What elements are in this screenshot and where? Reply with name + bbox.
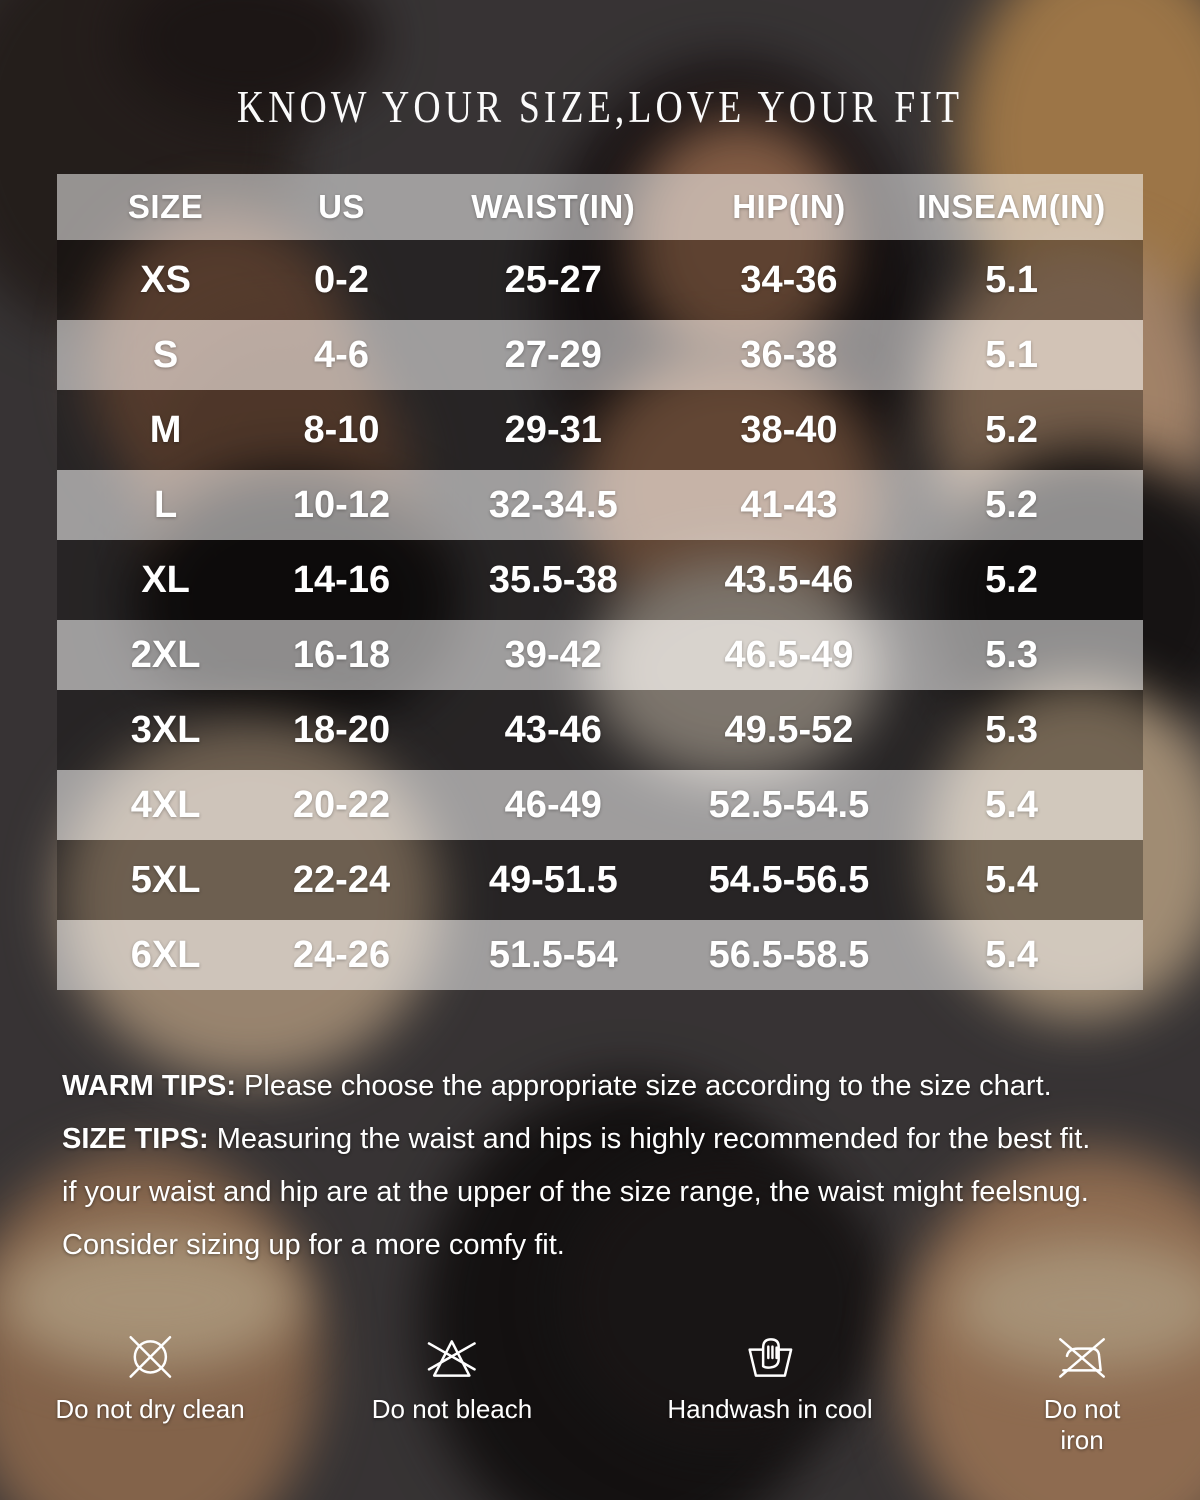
care-item-handwash: [667, 1330, 872, 1425]
do-not-bleach-icon: [372, 1330, 532, 1388]
waist-cell: 39-42: [504, 633, 602, 676]
inseam-cell: 5.1: [985, 333, 1038, 376]
hip-cell: 34-36: [740, 258, 838, 301]
hip-cell: 56.5-58.5: [708, 933, 870, 976]
table-row: [57, 240, 1143, 320]
waist-cell: 27-29: [504, 333, 602, 376]
inseam-cell: 5.4: [985, 783, 1038, 826]
do-not-dry-clean-icon: [55, 1330, 244, 1388]
us-cell: 14-16: [292, 558, 391, 601]
table-row: [57, 470, 1143, 540]
us-cell: 22-24: [292, 858, 391, 901]
waist-cell: 35.5-38: [488, 558, 618, 601]
inseam-cell: 5.3: [985, 633, 1038, 676]
table-row: [57, 390, 1143, 470]
table-header-row: [57, 174, 1143, 240]
table-row: [57, 770, 1143, 840]
us-cell: 4-6: [314, 333, 369, 376]
size-cell: 3XL: [130, 708, 201, 751]
col-header-hip: HIP(IN): [732, 188, 846, 225]
table-row: [57, 540, 1143, 620]
us-cell: 10-12: [292, 483, 391, 526]
inseam-cell: 5.3: [985, 708, 1038, 751]
size-cell: 6XL: [130, 933, 201, 976]
hip-cell: 52.5-54.5: [708, 783, 870, 826]
tips-body: Consider sizing up for a more comfy fit.: [62, 1229, 565, 1261]
table-row: [57, 690, 1143, 770]
tips-line: [62, 1166, 1152, 1219]
us-cell: 8-10: [303, 408, 380, 451]
us-cell: 18-20: [292, 708, 391, 751]
tips-line: [62, 1219, 1152, 1272]
hip-cell: 49.5-52: [724, 708, 854, 751]
inseam-cell: 5.2: [985, 558, 1038, 601]
waist-cell: 51.5-54: [488, 933, 618, 976]
col-header-us: US: [318, 188, 365, 225]
size-cell: M: [149, 408, 182, 451]
us-cell: 20-22: [292, 783, 391, 826]
do-not-iron-icon: [1023, 1330, 1141, 1388]
table-row: [57, 840, 1143, 920]
table-row: [57, 920, 1143, 990]
size-cell: 2XL: [130, 633, 201, 676]
care-item-do-not-iron: [1023, 1330, 1141, 1456]
waist-cell: 25-27: [504, 258, 602, 301]
care-label: Do not bleach: [371, 1394, 533, 1424]
inseam-cell: 5.2: [985, 483, 1038, 526]
us-cell: 16-18: [292, 633, 391, 676]
size-cell: XL: [141, 558, 190, 601]
size-cell: 5XL: [130, 858, 201, 901]
inseam-cell: 5.4: [985, 858, 1038, 901]
hip-cell: 54.5-56.5: [708, 858, 870, 901]
size-chart-table: [57, 174, 1143, 990]
care-label: Do not iron: [1043, 1394, 1121, 1455]
inseam-cell: 5.1: [985, 258, 1038, 301]
us-cell: 0-2: [314, 258, 369, 301]
us-cell: 24-26: [292, 933, 391, 976]
hip-cell: 38-40: [740, 408, 838, 451]
waist-cell: 32-34.5: [488, 483, 618, 526]
warm-tips-line: [62, 1060, 1152, 1113]
size-tips-label: SIZE TIPS:: [62, 1123, 209, 1155]
handwash-icon: [667, 1330, 872, 1388]
col-header-inseam: INSEAM(IN): [917, 188, 1106, 225]
col-header-waist: WAIST(IN): [471, 188, 636, 225]
warm-tips-label: WARM TIPS:: [62, 1070, 236, 1102]
size-tips-text: [62, 1060, 1152, 1272]
waist-cell: 43-46: [504, 708, 602, 751]
care-item-do-not-bleach: [372, 1330, 532, 1425]
warm-tips-body: Please choose the appropriate size according to the size chart.: [236, 1070, 1052, 1102]
col-header-size: SIZE: [127, 188, 204, 225]
hip-cell: 46.5-49: [724, 633, 854, 676]
hip-cell: 41-43: [740, 483, 838, 526]
size-tips-line: [62, 1113, 1152, 1166]
table-row: [57, 620, 1143, 690]
inseam-cell: 5.4: [985, 933, 1038, 976]
care-label: Handwash in cool: [667, 1394, 873, 1424]
page-title: KNOW YOUR SIZE,LOVE YOUR FIT: [236, 81, 964, 132]
care-item-do-not-dry-clean: [55, 1330, 244, 1425]
waist-cell: 46-49: [504, 783, 602, 826]
hip-cell: 43.5-46: [724, 558, 854, 601]
tips-body: if your waist and hip are at the upper of the size range, the waist might feelsnug.: [62, 1176, 1089, 1208]
size-tips-body: Measuring the waist and hips is highly recommended for the best fit.: [208, 1123, 1091, 1155]
size-cell: L: [153, 483, 178, 526]
table-row: [57, 320, 1143, 390]
size-cell: S: [152, 333, 179, 376]
waist-cell: 29-31: [504, 408, 602, 451]
care-label: Do not dry clean: [55, 1394, 245, 1424]
size-cell: XS: [140, 258, 191, 301]
size-cell: 4XL: [130, 783, 201, 826]
inseam-cell: 5.2: [985, 408, 1038, 451]
hip-cell: 36-38: [740, 333, 838, 376]
waist-cell: 49-51.5: [488, 858, 618, 901]
